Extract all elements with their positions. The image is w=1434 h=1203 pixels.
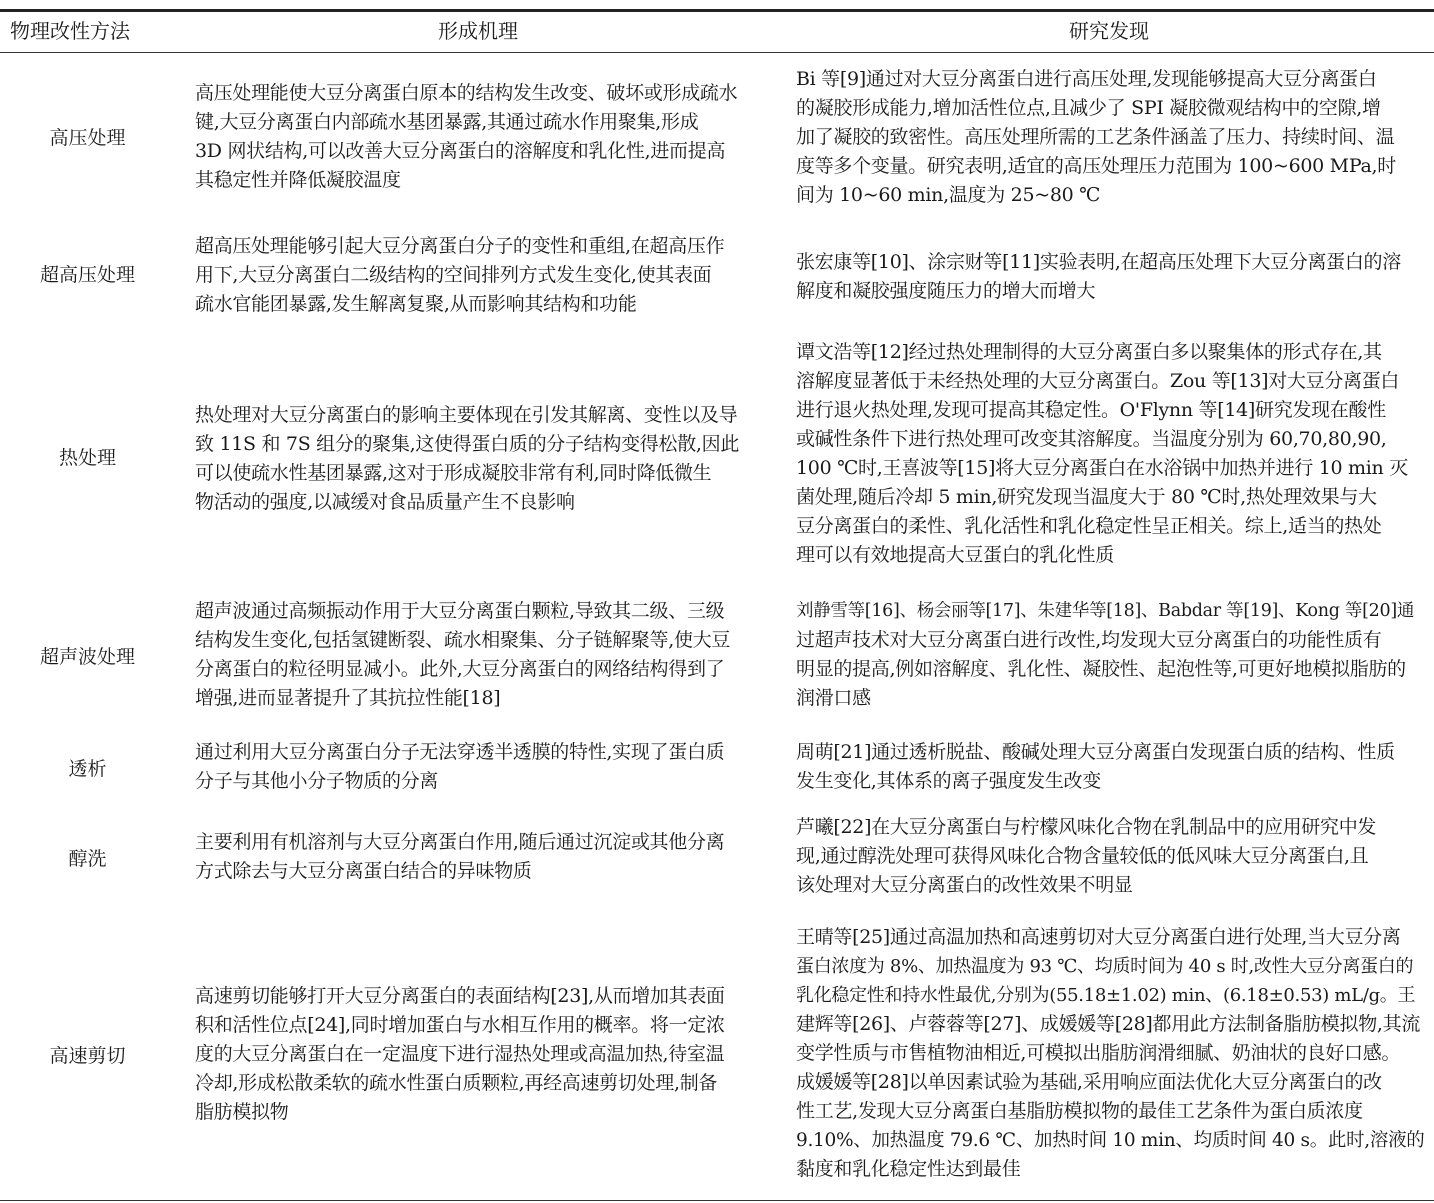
mechanism-cell: 高压处理能使大豆分离蛋白原本的结构发生改变、破坏或形成疏水 键,大豆分离蛋白内部疏水基团暴露,其通过疏水作用聚集,形成 3D 网状结构,可以改善大豆分离蛋白的溶解度和乳化性,进而提高 其稳定性并降低凝胶温度: [195, 82, 738, 191]
method-cell: 超声波处理: [39, 646, 135, 668]
mechanism-cell: 通过利用大豆分离蛋白分子无法穿透半透膜的特性,实现了蛋白质 分子与其他小分子物质的分离: [195, 741, 725, 792]
findings-cell: 谭文浩等[12]经过热处理制得的大豆分离蛋白多以聚集体的形式存在,其 溶解度显著低于未经热处理的大豆分离蛋白。Zou 等[13]对大豆分离蛋白 进行退火热处理,发现可提高其稳定性。O'Flynn 等[14]研究发现在酸性 或碱性条件下进行热处理可改变其溶解度。当温度分别为 60,70,80,90, 100 ℃时,王喜波等[15]将大豆分离蛋白在水浴锅中加热并进行 10 min 灭 菌处理,随后冷却 5 min,研究发现当温度大于 80 ℃时,热处理效果与大 豆分离蛋白的柔性、乳化活性和乳化稳定性呈正相关。综上,适当的热处 理可以有效地提高大豆蛋白的乳化性质: [796, 341, 1408, 566]
findings-cell: 刘静雪等[16]、杨会丽等[17]、朱建华等[18]、Babdar 等[19]、Kong 等[20]通 过超声技术对大豆分离蛋白进行改性,均发现大豆分离蛋白的功能性质有 明显的提高,例如溶解度、乳化性、凝胶性、起泡性等,可更好地模拟脂肪的 润滑口感: [796, 601, 1415, 709]
findings-cell: 芦曦[22]在大豆分离蛋白与柠檬风味化合物在乳制品中的应用研究中发 现,通过醇洗处理可获得风味化合物含量较低的低风味大豆分离蛋白,且 该处理对大豆分离蛋白的改性效果不明显: [796, 816, 1377, 896]
findings-cell: 张宏康等[10]、涂宗财等[11]实验表明,在超高压处理下大豆分离蛋白的溶 解度和凝胶强度随压力的增大而增大: [796, 251, 1401, 302]
method-cell: 透析: [68, 758, 107, 780]
mechanism-cell: 超高压处理能够引起大豆分离蛋白分子的变性和重组,在超高压作 用下,大豆分离蛋白二级结构的空间排列方式发生变化,使其表面 疏水官能团暴露,发生解离复聚,从而影响其结构和功能: [195, 235, 725, 315]
method-cell: 热处理: [58, 447, 116, 469]
method-cell: 高压处理: [49, 127, 126, 149]
method-cell: 高速剪切: [49, 1045, 126, 1067]
table-top-rule: [0, 9, 1434, 12]
findings-cell: 周萌[21]通过透析脱盐、酸碱处理大豆分离蛋白发现蛋白质的结构、性质 发生变化,其体系的离子强度发生改变: [796, 741, 1395, 792]
mechanism-cell: 热处理对大豆分离蛋白的影响主要体现在引发其解离、变性以及导 致 11S 和 7S 组分的聚集,这使得蛋白质的分子结构变得松散,因此 可以使疏水性基团暴露,这对于形成凝胶非常有利,同时降低微生 物活动的强度,以减缓对食品质量产生不良影响: [195, 404, 740, 513]
mechanism-cell: 超声波通过高频振动作用于大豆分离蛋白颗粒,导致其二级、三级 结构发生变化,包括氢键断裂、疏水相聚集、分子链解聚等,使大豆 分离蛋白的粒径明显减小。此外,大豆分离蛋白的网络结构得到了 增强,进而显著提升了其抗拉性能[18]: [195, 600, 731, 709]
header-findings: 研究发现: [1069, 19, 1149, 43]
mechanism-cell: 主要利用有机溶剂与大豆分离蛋白作用,随后通过沉淀或其他分离 方式除去与大豆分离蛋白结合的异味物质: [195, 831, 725, 882]
mechanism-cell: 高速剪切能够打开大豆分离蛋白的表面结构[23],从而增加其表面 积和活性位点[24],同时增加蛋白与水相互作用的概率。将一定浓 度的大豆分离蛋白在一定温度下进行湿热处理或高温加热,待室温 冷却,形成松散柔软的疏水性蛋白质颗粒,再经高速剪切处理,制备 脂肪模拟物: [195, 985, 725, 1123]
table-bottom-rule: [0, 1200, 1434, 1201]
findings-cell: Bi 等[9]通过对大豆分离蛋白进行高压处理,发现能够提高大豆分离蛋白 的凝胶形成能力,增加活性位点,且减少了 SPI 凝胶微观结构中的空隙,增 加了凝胶的致密性。高压处理所需的工艺条件涵盖了压力、持续时间、温 度等多个变量。研究表明,适宜的高压处理压力范围为 100~600 MPa,时 间为 10~60 min,温度为 25~80 ℃: [796, 68, 1396, 206]
header-method: 物理改性方法: [10, 19, 130, 43]
method-cell: 醇洗: [68, 848, 107, 870]
findings-cell: 王晴等[25]通过高温加热和高速剪切对大豆分离蛋白进行处理,当大豆分离 蛋白浓度为 8%、加热温度为 93 ℃、均质时间为 40 s 时,改性大豆分离蛋白的 乳化稳定性和持水性最优,分别为(55.18±1.02) min、(6.18±0.53) mL/g。王 建辉等[26]、卢蓉蓉等[27]、成媛媛等[28]都用此方法制备脂肪模拟物,其流 变学性质与市售植物油相近,可模拟出脂肪润滑细腻、奶油状的良好口感。 成媛媛等[28]以单因素试验为基础,采用响应面法优化大豆分离蛋白的改 性工艺,发现大豆分离蛋白基脂肪模拟物的最佳工艺条件为蛋白质浓度 9.10%、加热温度 79.6 ℃、加热时间 10 min、均质时间 40 s。此时,溶液的 黏度和乳化稳定性达到最佳: [796, 926, 1425, 1180]
method-cell: 超高压处理: [39, 264, 135, 286]
table-header-rule: [0, 52, 1434, 53]
header-mechanism: 形成机理: [438, 19, 518, 43]
